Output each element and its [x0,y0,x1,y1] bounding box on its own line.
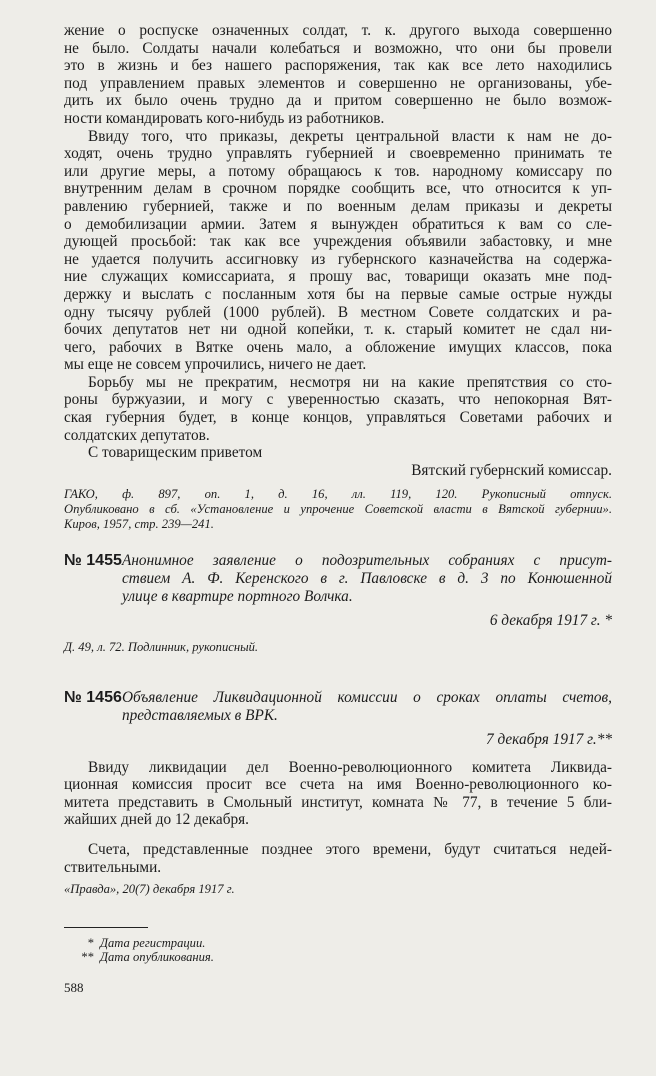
footnote [64,936,612,950]
text-line: жение о роспуске означенных солдат, т. к. другого выхода совершенно [64,22,612,39]
text-line: жайших дней до 12 декабря. [64,811,249,829]
text-line: Анонимное заявление о подозрительных собраниях с присут- [122,551,612,569]
paragraph-liquidation [64,759,612,829]
footnote-mark: ** [81,949,94,964]
text-line: под управлением правых элементов и совершенно не организованы, убе- [64,74,612,92]
doc-title [122,689,612,725]
text-line: Объявление Ликвидационной комиссии о сроках оплаты счетов, [122,688,612,706]
doc-number: № 1456 [64,688,122,706]
footnote-divider [64,927,148,928]
source-note: Д. 49, л. 72. Подлинник, рукописный. [64,639,259,654]
greeting: С товарищеским приветом [88,444,263,462]
text-line: ствительными. [64,858,162,876]
footnotes [64,936,612,964]
text-line: Счета, представленные позднее этого времени, будут считаться недей- [88,841,612,858]
text-line: не было. Солдаты начали колебаться и возможно, что они бы провели [64,39,612,57]
footnote [64,950,612,964]
text-line: Борьбу мы не прекратим, несмотря ни на какие препятствия со сто- [88,373,612,391]
text-line: солдатских депутатов. [64,426,210,444]
text-line: ности командировать кого-нибудь из работников. [64,109,385,127]
text-line: митета представить в Смольный институт, комната № 77, в течение 5 бли- [64,793,612,811]
page-number: 588 [64,979,84,995]
text-line: Ввиду того, что приказы, декреты центральной власти к нам не до- [88,127,612,145]
paragraph-request [64,128,612,374]
text-line: Опубликовано в сб. «Установление и упрочение Советской власти в Вятской губернии». [64,502,612,517]
paragraph-invalid-bills [64,841,612,876]
doc-1456-header [64,689,612,725]
text-line: держку и выслать с посланным хотя бы на первые самые острые нужды [64,285,612,303]
doc-title [122,552,612,606]
closing-block [64,444,612,479]
text-line: ГАКО, ф. 897, оп. 1, д. 16, лл. 119, 120. Рукописный отпуск. [64,487,612,502]
doc-number: № 1455 [64,551,122,569]
footnote-mark: * [87,935,94,950]
doc-date: 6 декабря 1917 г. * [489,611,612,629]
text-line: ская губерния будет, в конце концов, управляться Советами рабочих и [64,409,612,427]
footnote-text: Дата регистрации. [100,935,206,950]
doc-date: 7 декабря 1917 г.** [486,730,612,748]
text-line: Ввиду ликвидации дел Военно-революционного комитета Ликвида- [88,758,612,776]
text-line: улице в квартире портного Волчка. [122,587,353,605]
text-line: ходят, очень трудно управлять губернией и своевременно принимать те [64,145,612,163]
paragraph-continued [64,22,612,128]
text-line: о демобилизации армии. Затем я вынужден обратиться к вам со сле- [64,215,612,233]
text-line: роны буржуазии, и могу с уверенностью сказать, что непокорная Вят- [64,391,612,409]
footnote-text: Дата опубликования. [100,949,214,964]
text-line: дующей просьбой: так как все учреждения объявили забастовку, и мне [64,233,612,251]
text-line: одну тысячу рублей (1000 рублей). В местном Совете солдатских и ра- [64,303,612,321]
text-line: дить их было очень трудно да и притом совершенно не было возмож- [64,92,612,110]
text-line: мы еще не совсем упрочились, ничего не дает. [64,356,367,374]
source-note: «Правда», 20(7) декабря 1917 г. [64,882,235,897]
text-line: не удается получить ассигновку из губернского казначейства на содержа- [64,250,612,268]
text-line: ние служащих комиссариата, я прошу вас, товарищи оказать мне под- [64,268,612,286]
text-line: ствием А. Ф. Керенского в г. Павловске в д. 3 по Конюшенной [122,569,612,587]
text-line: ционная комиссия просит все счета на имя Военно-революционного ко- [64,776,612,794]
signer: Вятский губернский комиссар. [411,461,612,479]
text-line: Киров, 1957, стр. 239—241. [64,517,214,532]
text-line: это в жизнь и без нашего распоряжения, так как все лето находились [64,57,612,75]
doc-1455-header [64,552,612,606]
text-line: внутренним делам в срочном порядке сообщить все, что относится к уп- [64,180,612,198]
text-line: бочих депутатов нет ни одной копейки, т. к. старый комитет не сдал ни- [64,321,612,339]
text-line: чего, рабочих в Вятке очень мало, а обложение имущих классов, пока [64,338,612,356]
text-line: представляемых в ВРК. [122,706,278,724]
source-note [64,487,612,531]
text-line: равлению губернией, также и по военным делам приказы и декреты [64,197,612,215]
text-line: или другие меры, а потому обращаюсь к тов. народному комиссару по [64,162,612,180]
paragraph-struggle [64,374,612,444]
